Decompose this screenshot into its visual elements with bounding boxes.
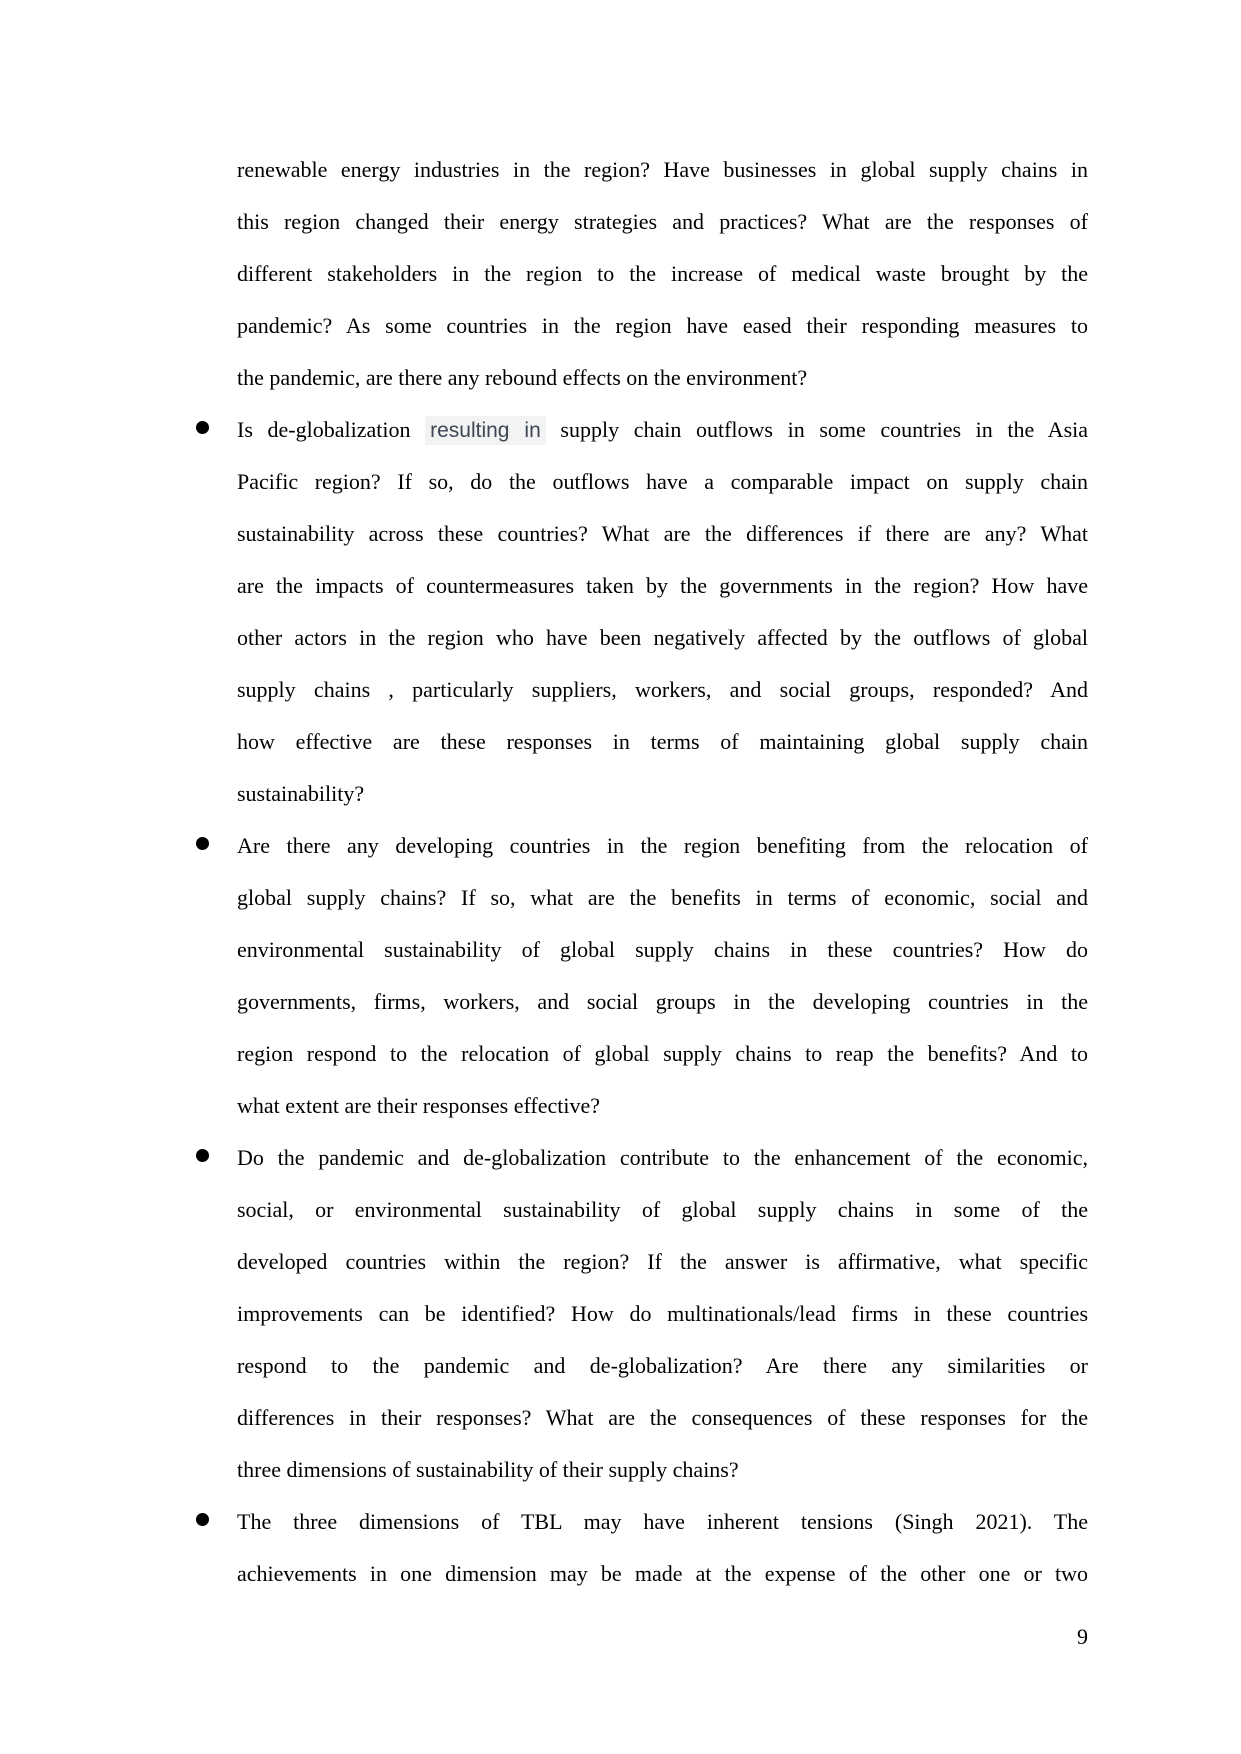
document-body [237, 144, 1088, 1600]
text-line: sustainability across these countries? What are the differences if there are any? What [237, 521, 1088, 546]
text-line: sustainability? [237, 781, 365, 806]
text-line: different stakeholders in the region to the increase of medical waste brought by the [237, 261, 1088, 286]
text-line: developed countries within the region? If the answer is affirmative, what specific [237, 1249, 1088, 1274]
text-line: The three dimensions of TBL may have inherent tensions (Singh 2021). The [237, 1509, 1088, 1534]
text-line: improvements can be identified? How do multinationals/lead firms in these countries [237, 1301, 1088, 1326]
bullet-item [237, 1496, 1088, 1600]
bullet-icon [196, 1149, 209, 1162]
text-line: three dimensions of sustainability of their supply chains? [237, 1457, 739, 1482]
bullet-icon [196, 421, 209, 434]
text-segment: supply chain outflows in some countries in the Asia [545, 417, 1088, 442]
paragraph [237, 144, 1088, 404]
bullet-icon [196, 837, 209, 850]
text-line [237, 404, 1088, 456]
text-line: region respond to the relocation of global supply chains to reap the benefits? And to [237, 1041, 1088, 1066]
bullet-item [237, 404, 1088, 820]
text-line: environmental sustainability of global supply chains in these countries? How do [237, 937, 1088, 962]
text-line: this region changed their energy strategies and practices? What are the responses of [237, 209, 1088, 234]
text-line: what extent are their responses effective? [237, 1093, 601, 1118]
text-line: respond to the pandemic and de-globalization? Are there any similarities or [237, 1353, 1088, 1378]
text-line: governments, firms, workers, and social groups in the developing countries in the [237, 989, 1088, 1014]
suggested-text-highlight: resulting in [425, 416, 546, 445]
text-line: Are there any developing countries in the region benefiting from the relocation of [237, 833, 1088, 858]
text-line: renewable energy industries in the region? Have businesses in global supply chains in [237, 157, 1088, 182]
bullet-item [237, 1132, 1088, 1496]
bullet-icon [196, 1513, 209, 1526]
bullet-item [237, 820, 1088, 1132]
text-line: how effective are these responses in terms of maintaining global supply chain [237, 729, 1088, 754]
text-line: other actors in the region who have been negatively affected by the outflows of global [237, 625, 1088, 650]
text-line: Pacific region? If so, do the outflows have a comparable impact on supply chain [237, 469, 1088, 494]
text-line: are the impacts of countermeasures taken by the governments in the region? How have [237, 573, 1088, 598]
text-segment: Is de-globalization [237, 417, 426, 442]
text-line: achievements in one dimension may be made at the expense of the other one or two [237, 1561, 1088, 1586]
text-line: differences in their responses? What are the consequences of these responses for the [237, 1405, 1088, 1430]
text-line: social, or environmental sustainability of global supply chains in some of the [237, 1197, 1088, 1222]
text-line: supply chains , particularly suppliers, workers, and social groups, responded? And [237, 677, 1088, 702]
text-line: global supply chains? If so, what are the benefits in terms of economic, social and [237, 885, 1088, 910]
text-line: pandemic? As some countries in the region have eased their responding measures to [237, 313, 1088, 338]
page-number: 9 [1077, 1624, 1088, 1649]
text-line: the pandemic, are there any rebound effects on the environment? [237, 365, 808, 390]
text-line: Do the pandemic and de-globalization contribute to the enhancement of the economic, [237, 1145, 1088, 1170]
